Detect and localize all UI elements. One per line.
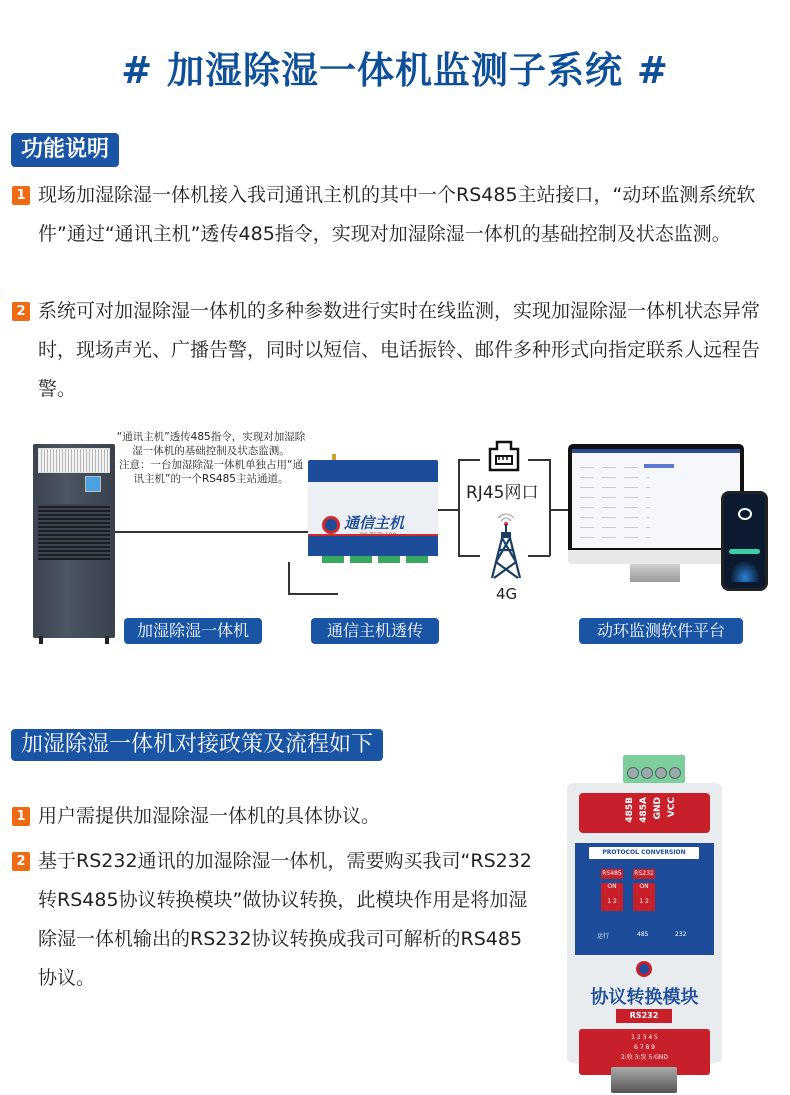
city-graphic [730, 560, 760, 582]
screen-row [580, 507, 650, 508]
led-label: 运行 [597, 933, 610, 940]
dip-numbers: 1 2 [607, 898, 617, 905]
led-label: 232 [675, 931, 687, 938]
app-header-bar [572, 449, 740, 453]
terminal-block [406, 556, 428, 563]
feature-item-1 [16, 176, 780, 254]
monitor-image [568, 444, 744, 584]
vent-panel [38, 504, 110, 560]
control-screen [85, 476, 101, 492]
pin-description: 2:收 3:发 5:GND [620, 1054, 669, 1061]
label-dehumidifier: 加湿除湿一体机 [124, 618, 262, 644]
phone-image [721, 491, 768, 591]
connector-line [458, 459, 460, 556]
pins-bottom: 6 7 8 9 [634, 1044, 655, 1051]
connector-line [528, 555, 550, 557]
screen-row [580, 497, 650, 498]
screen-dialog [644, 464, 674, 468]
screen-row [580, 537, 650, 538]
screen-row [580, 527, 650, 528]
screen-row [580, 477, 650, 478]
dip-label: RS485 [602, 870, 622, 877]
module-title: 协议转换模块 [590, 987, 699, 1008]
integration-text: 用户需提供加湿除湿一体机的具体协议。 [38, 805, 381, 827]
feature-text: 系统可对加湿除湿一体机的多种参数进行实时在线监测，实现加湿除湿一体机状态异常时，现场声光、广播告警，同时以短信、电话振铃、邮件多种形式向指定联系人远程告警。 [38, 300, 761, 400]
screen-row [580, 487, 650, 488]
dip-switch [633, 883, 655, 911]
cellular-label: 4G [496, 585, 518, 603]
app-logo-icon [738, 508, 752, 520]
dip-label: RS232 [634, 870, 654, 877]
integration-item-1 [16, 797, 538, 836]
wheel [39, 636, 43, 644]
connector-line [438, 509, 458, 511]
connector-line [288, 562, 290, 594]
gateway-face [308, 482, 438, 534]
diagram-note [116, 430, 306, 486]
monitor-chin [568, 550, 744, 564]
note-warning: 注意：一台加湿除湿一体机单独占用“通讯主机”的一个RS485主站通道。 [119, 459, 303, 485]
wheel [105, 636, 109, 644]
feature-item-2 [16, 292, 780, 409]
integration-text: 基于RS232通讯的加湿除湿一体机，需要购买我司“RS232转RS485协议转换模块”做协议转换，此模块作用是将加湿除湿一体机输出的RS232协议转换成我司可解析的RS485协议。 [38, 850, 532, 989]
connector-line [458, 555, 480, 557]
gateway-bottom-panel [308, 534, 438, 556]
connector-line [549, 509, 569, 511]
terminal-block [350, 556, 372, 563]
rj45-label: RJ45网口 [466, 483, 539, 503]
feature-text: 现场加湿除湿一体机接入我司通讯主机的其中一个RS485主站接口，“动环监测系统软件”通过“通讯主机”透传485指令，实现对加湿除湿一体机的基础控制及状态监测。 [38, 184, 756, 245]
number-badge: 1 [12, 186, 30, 205]
login-button-graphic [729, 549, 760, 554]
section-tag-integration: 加湿除湿一体机对接政策及流程如下 [11, 729, 383, 761]
terminal-block [378, 556, 400, 563]
dehumidifier-image [33, 444, 115, 638]
brand-logo-icon [636, 961, 652, 977]
led-label: 485 [637, 931, 649, 938]
terminal-label: VCC [667, 797, 677, 818]
screen-row [580, 467, 650, 468]
integration-item-2 [16, 842, 538, 998]
module-body [567, 783, 722, 1063]
dip-switch [601, 883, 623, 911]
monitor-stand [630, 564, 680, 582]
db9-connector [611, 1067, 677, 1093]
air-grill [38, 448, 110, 473]
terminal-block [322, 556, 344, 563]
connector-line [288, 593, 338, 595]
ethernet-port-icon [487, 439, 521, 473]
port-label: RS232 [616, 1009, 672, 1023]
gateway-device-image [308, 460, 438, 560]
note-text: “通讯主机”透传485指令，实现对加湿除湿一体机的基础控制及状态监测。 [116, 431, 306, 457]
software-screenshot [572, 449, 740, 548]
module-header: PROTOCOL CONVERSION MODULE [589, 847, 699, 859]
cell-tower-icon [488, 510, 524, 580]
terminal-label: GND [653, 797, 663, 820]
connector-line [549, 459, 551, 556]
connector-line [115, 531, 308, 533]
connector-line [458, 459, 480, 461]
connector-line [528, 459, 550, 461]
dip-on-label: ON [639, 883, 649, 890]
pins-top: 1 2 3 4 5 [631, 1034, 658, 1041]
number-badge: 2 [12, 852, 30, 871]
dip-on-label: ON [607, 883, 617, 890]
section-tag-features: 功能说明 [11, 133, 119, 167]
protocol-module-image [567, 755, 722, 1095]
terminal-label-panel [579, 793, 710, 833]
green-terminal-block [623, 755, 685, 783]
terminal-label: 485B [625, 797, 635, 823]
page-title: # 加湿除湿一体机监测子系统 # [121, 49, 669, 92]
screen-row [580, 517, 650, 518]
terminal-label: 485A [639, 797, 649, 823]
number-badge: 1 [12, 807, 30, 826]
label-platform: 动环监测软件平台 [579, 618, 743, 644]
module-panel [575, 843, 714, 955]
label-gateway: 通信主机透传 [311, 618, 439, 644]
pin-legend [579, 1033, 710, 1063]
gateway-top-panel [308, 460, 438, 482]
brand-logo-icon [322, 516, 340, 534]
dip-numbers: 1 2 [639, 898, 649, 905]
gateway-name: 通信主机 [344, 514, 405, 532]
number-badge: 2 [12, 302, 30, 321]
